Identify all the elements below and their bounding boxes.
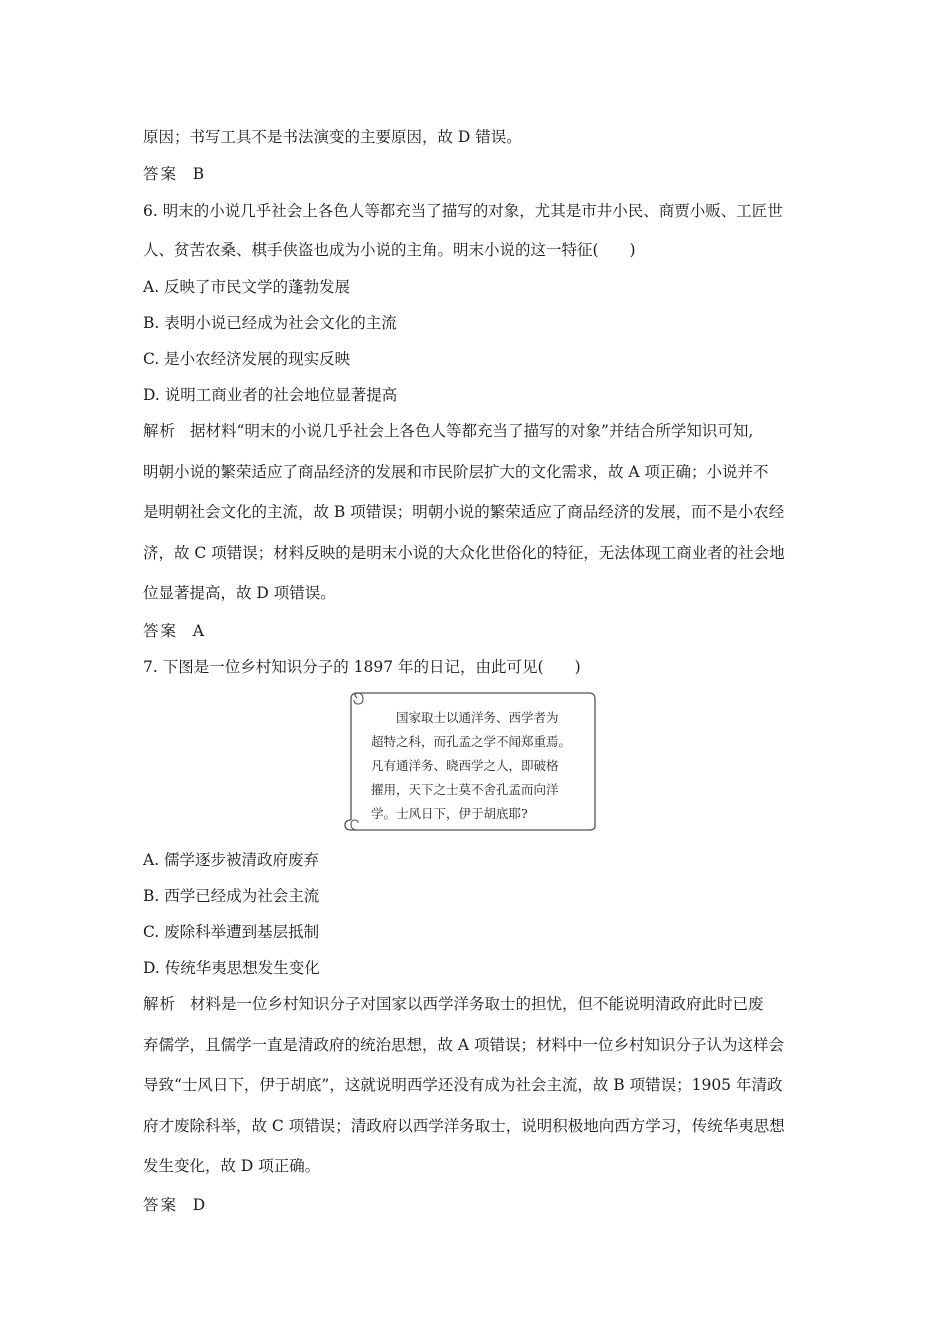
text-line: 原因；书写工具不是书法演变的主要原因，故 D 错误。 [143, 128, 522, 146]
diary-line: 超特之科，而孔孟之学不闻郑重焉。 [371, 734, 572, 749]
analysis-6-line-3: 是明朝社会文化的主流，故 B 项错误；明朝小说的繁荣适应了商品经济的发展，而不是小农经 [143, 503, 785, 521]
question-6-option-c: C. 是小农经济发展的现实反映 [143, 350, 351, 368]
diary-line: 凡有通洋务、晓西学之人，即破格 [371, 758, 559, 773]
diary-line: 国家取士以通洋务、西学者为 [371, 710, 559, 725]
analysis-6-line-2: 明朝小说的繁荣适应了商品经济的发展和市民阶层扩大的文化需求，故 A 项正确；小说并不 [143, 463, 769, 481]
question-7-option-a: A. 儒学逐步被清政府废弃 [143, 851, 320, 869]
diary-scroll-figure [343, 692, 599, 834]
diary-line: 擢用，天下之士莫不舍孔孟而向洋 [371, 782, 559, 797]
answer-7 [143, 1195, 205, 1215]
question-6-stem: 6. 明末的小说几乎社会上各色人等都充当了描写的对象，尤其是市井小民、商贾小贩、工匠世 [143, 202, 783, 220]
analysis-text: 据材料“明末的小说几乎社会上各色人等都充当了描写的对象”并结合所学知识可知, [190, 422, 754, 440]
analysis-7-line-1 [143, 994, 764, 1014]
analysis-label: 解析 [143, 995, 177, 1013]
analysis-6-line-4: 济，故 C 项错误；材料反映的是明末小说的大众化世俗化的特征，无法体现工商业者的社会地 [143, 544, 785, 562]
answer-5 [143, 164, 204, 184]
answer-value: B [192, 165, 205, 183]
analysis-7-line-4: 府才废除科举，故 C 项错误；清政府以西学洋务取士，说明积极地向西方学习，传统华夷思想 [143, 1117, 785, 1135]
question-7-option-d: D. 传统华夷思想发生变化 [143, 959, 320, 977]
answer-label: 答案 [143, 1196, 179, 1214]
question-6-option-d: D. 说明工商业者的社会地位显著提高 [143, 386, 398, 404]
analysis-6-line-1 [143, 421, 753, 441]
diary-line: 学。士风日下，伊于胡底耶? [371, 806, 528, 821]
answer-value: A [192, 622, 204, 640]
question-7-option-c: C. 废除科举遭到基层抵制 [143, 923, 320, 941]
diary-text [371, 706, 583, 826]
answer-6 [143, 621, 204, 641]
question-7-stem: 7. 下图是一位乡村知识分子的 1897 年的日记，由此可见( ) [143, 658, 581, 676]
analysis-7-line-5: 发生变化，故 D 项正确。 [143, 1157, 321, 1175]
analysis-7-line-3: 导致“士风日下，伊于胡底”，这就说明西学还没有成为社会主流，故 B 项错误；1905 年清政 [143, 1076, 783, 1094]
question-6-stem-cont: 人、贫苦农桑、棋手侠盗也成为小说的主角。明末小说的这一特征( ) [143, 241, 636, 259]
analysis-text: 材料是一位乡村知识分子对国家以西学洋务取士的担忧，但不能说明清政府此时已废 [190, 995, 764, 1013]
answer-label: 答案 [143, 165, 179, 183]
analysis-6-line-5: 位显著提高，故 D 项错误。 [143, 584, 336, 602]
question-7-option-b: B. 西学已经成为社会主流 [143, 887, 320, 905]
question-6-option-a: A. 反映了市民文学的蓬勃发展 [143, 278, 351, 296]
answer-value: D [192, 1196, 206, 1214]
analysis-label: 解析 [143, 422, 177, 440]
answer-label: 答案 [143, 622, 179, 640]
analysis-7-line-2: 弃儒学，且儒学一直是清政府的统治思想，故 A 项错误；材料中一位乡村知识分子认为这样会 [143, 1036, 785, 1054]
question-6-option-b: B. 表明小说已经成为社会文化的主流 [143, 314, 397, 332]
